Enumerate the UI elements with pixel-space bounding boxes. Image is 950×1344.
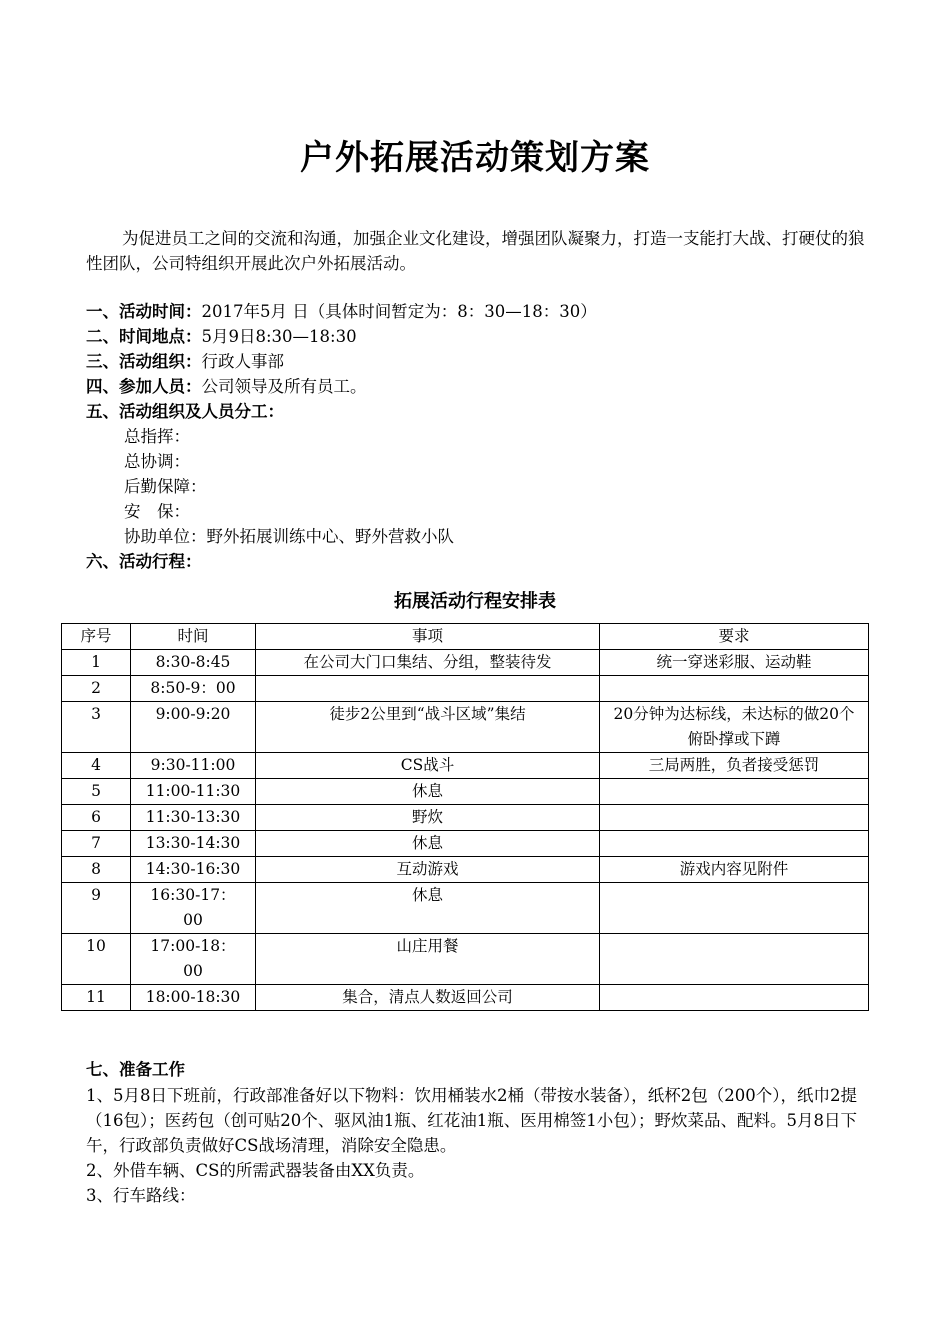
cell-index: 4	[62, 753, 131, 779]
header-index: 序号	[62, 624, 131, 650]
cell-index: 3	[62, 702, 131, 753]
cell-requirement	[600, 676, 869, 702]
section-value: 公司领导及所有员工。	[201, 377, 367, 396]
role-logistics: 后勤保障：	[124, 477, 207, 496]
cell-item: 山庄用餐	[256, 934, 600, 985]
cell-index: 7	[62, 831, 131, 857]
cell-requirement	[600, 805, 869, 831]
table-row	[62, 857, 869, 883]
cell-item: 休息	[256, 883, 600, 934]
cell-time: 18:00-18:30	[131, 985, 256, 1011]
intro-text: 为促进员工之间的交流和沟通，加强企业文化建设，增强团队凝聚力，打造一支能打大战、打硬仗的狼性团队，公司特组织开展此次户外拓展活动。	[86, 229, 865, 273]
schedule-table	[61, 623, 869, 1011]
cell-requirement	[600, 779, 869, 805]
prep-item-3: 3、行车路线：	[86, 1186, 196, 1205]
header-time: 时间	[131, 624, 256, 650]
cell-item: 休息	[256, 779, 600, 805]
cell-item: 徒步2公里到“战斗区域”集结	[256, 702, 600, 753]
cell-item: 互动游戏	[256, 857, 600, 883]
role-coordinator: 总协调：	[124, 452, 190, 471]
cell-time: 9:00-9:20	[131, 702, 256, 753]
header-requirement: 要求	[600, 624, 869, 650]
section-label: 二、时间地点：	[86, 327, 202, 346]
cell-time: 17:00-18：00	[131, 934, 256, 985]
section-staff-division	[86, 400, 284, 424]
cell-time: 16:30-17：00	[131, 883, 256, 934]
page-title: 户外拓展活动策划方案	[300, 138, 650, 178]
table-row	[62, 753, 869, 779]
table-row	[62, 883, 869, 934]
table-row	[62, 650, 869, 676]
cell-index: 9	[62, 883, 131, 934]
cell-index: 5	[62, 779, 131, 805]
section-label: 四、参加人员：	[86, 377, 202, 396]
cell-requirement	[600, 883, 869, 934]
section-label: 三、活动组织：	[86, 352, 202, 371]
role-commander: 总指挥：	[124, 427, 190, 446]
section-participants	[86, 375, 367, 399]
role-assisting-units: 协助单位：野外拓展训练中心、野外营救小队	[124, 527, 454, 546]
cell-requirement	[600, 831, 869, 857]
cell-index: 1	[62, 650, 131, 676]
cell-item: CS战斗	[256, 753, 600, 779]
cell-time: 9:30-11:00	[131, 753, 256, 779]
cell-item: 野炊	[256, 805, 600, 831]
cell-requirement: 20分钟为达标线，未达标的做20个俯卧撑或下蹲	[600, 702, 869, 753]
prep-item-2: 2、外借车辆、CS的所需武器装备由XX负责。	[86, 1161, 425, 1180]
schedule-title: 拓展活动行程安排表	[394, 591, 556, 612]
cell-item: 休息	[256, 831, 600, 857]
section-value: 2017年5月 日（具体时间暂定为：8：30—18：30）	[201, 302, 597, 321]
section-activity-time	[86, 300, 597, 324]
table-row	[62, 676, 869, 702]
table-row	[62, 831, 869, 857]
cell-time: 13:30-14:30	[131, 831, 256, 857]
cell-item: 集合，清点人数返回公司	[256, 985, 600, 1011]
section-time-place	[86, 325, 357, 349]
cell-requirement: 统一穿迷彩服、运动鞋	[600, 650, 869, 676]
cell-time: 8:30-8:45	[131, 650, 256, 676]
section-label: 七、准备工作	[86, 1060, 185, 1079]
section-preparation	[86, 1058, 185, 1082]
cell-index: 10	[62, 934, 131, 985]
section-label: 五、活动组织及人员分工：	[86, 402, 284, 421]
cell-index: 8	[62, 857, 131, 883]
section-itinerary	[86, 550, 202, 574]
intro-paragraph	[86, 226, 868, 276]
table-row	[62, 934, 869, 985]
prep-item-1: 1、5月8日下班前，行政部准备好以下物料：饮用桶装水2桶（带按水装备），纸杯2包（200个），纸巾2提（16包）；医药包（创可贴20个、驱风油1瓶、红花油1瓶、医用棉签1小包）；野炊菜品、配料。5月8日下午，行政部负责做好CS战场清理，消除安全隐患。	[86, 1086, 857, 1155]
cell-time: 11:30-13:30	[131, 805, 256, 831]
table-row	[62, 702, 869, 753]
cell-requirement	[600, 934, 869, 985]
section-organizer	[86, 350, 284, 374]
table-row	[62, 985, 869, 1011]
cell-requirement: 游戏内容见附件	[600, 857, 869, 883]
table-row	[62, 779, 869, 805]
cell-time: 8:50-9：00	[131, 676, 256, 702]
cell-index: 6	[62, 805, 131, 831]
cell-time: 11:00-11:30	[131, 779, 256, 805]
cell-requirement	[600, 985, 869, 1011]
cell-item	[256, 676, 600, 702]
cell-index: 11	[62, 985, 131, 1011]
section-label: 六、活动行程：	[86, 552, 202, 571]
role-security: 安 保：	[124, 502, 190, 521]
section-value: 行政人事部	[201, 352, 284, 371]
cell-index: 2	[62, 676, 131, 702]
header-item: 事项	[256, 624, 600, 650]
cell-requirement: 三局两胜，负者接受惩罚	[600, 753, 869, 779]
cell-time: 14:30-16:30	[131, 857, 256, 883]
table-header-row	[62, 624, 869, 650]
section-label: 一、活动时间：	[86, 302, 202, 321]
section-value: 5月9日8:30—18:30	[201, 327, 357, 346]
table-row	[62, 805, 869, 831]
cell-item: 在公司大门口集结、分组，整装待发	[256, 650, 600, 676]
